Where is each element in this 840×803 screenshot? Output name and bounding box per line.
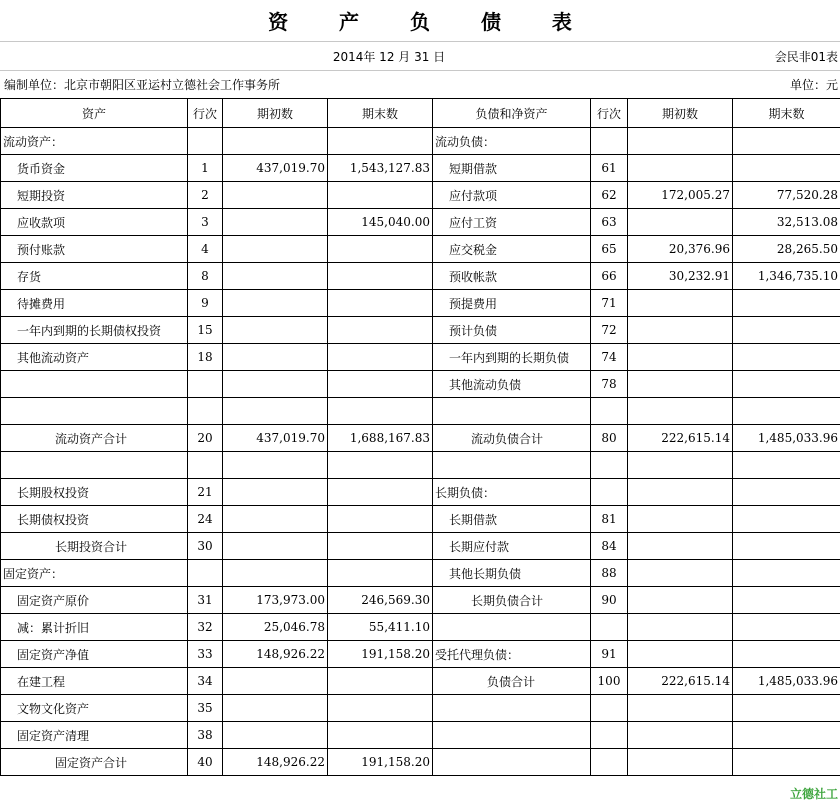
liability-end-cell: 1,485,033.96 <box>733 668 840 695</box>
liability-end-cell <box>733 398 840 425</box>
watermark-logo: 立德社工 <box>789 787 838 801</box>
table-row <box>1 506 840 533</box>
asset-begin-cell: 173,973.00 <box>223 587 328 614</box>
liability-begin-cell <box>628 506 733 533</box>
table-row <box>1 560 840 587</box>
liability-end-cell <box>733 317 840 344</box>
header-begin: 期初数 <box>628 99 733 128</box>
asset-begin-cell: 148,926.22 <box>223 749 328 776</box>
asset-line-cell: 2 <box>188 182 223 209</box>
asset-name-cell: 货币资金 <box>1 155 188 182</box>
liability-name-cell: 预收帐款 <box>433 263 591 290</box>
table-row <box>1 236 840 263</box>
header-end: 期末数 <box>328 99 433 128</box>
liability-name-cell: 长期负债合计 <box>433 587 591 614</box>
sheet-title: 资 产 负 债 表 <box>0 0 840 42</box>
liability-line-cell: 91 <box>591 641 628 668</box>
liability-name-cell: 长期借款 <box>433 506 591 533</box>
table-row <box>1 344 840 371</box>
liability-end-cell <box>733 560 840 587</box>
header-end: 期末数 <box>733 99 840 128</box>
asset-end-cell <box>328 668 433 695</box>
liability-begin-cell <box>628 695 733 722</box>
asset-line-cell: 32 <box>188 614 223 641</box>
liability-line-cell: 65 <box>591 236 628 263</box>
asset-line-cell: 21 <box>188 479 223 506</box>
liability-line-cell <box>591 452 628 479</box>
asset-end-cell <box>328 722 433 749</box>
liability-end-cell <box>733 479 840 506</box>
table-row <box>1 290 840 317</box>
header-begin: 期初数 <box>223 99 328 128</box>
liability-begin-cell <box>628 209 733 236</box>
asset-begin-cell <box>223 560 328 587</box>
asset-name-cell: 长期股权投资 <box>1 479 188 506</box>
asset-begin-cell <box>223 695 328 722</box>
liability-begin-cell <box>628 722 733 749</box>
liability-begin-cell <box>628 128 733 155</box>
asset-end-cell <box>328 398 433 425</box>
liability-line-cell <box>591 479 628 506</box>
table-row <box>1 479 840 506</box>
asset-begin-cell <box>223 344 328 371</box>
liability-line-cell: 84 <box>591 533 628 560</box>
org-label: 编制单位：北京市朝阳区亚运村立德社会工作事务所 <box>4 77 281 92</box>
asset-line-cell: 35 <box>188 695 223 722</box>
liability-line-cell: 62 <box>591 182 628 209</box>
asset-end-cell <box>328 560 433 587</box>
asset-line-cell: 18 <box>188 344 223 371</box>
asset-end-cell <box>328 182 433 209</box>
asset-name-cell: 长期债权投资 <box>1 506 188 533</box>
liability-begin-cell <box>628 371 733 398</box>
table-row <box>1 587 840 614</box>
table-row <box>1 668 840 695</box>
asset-begin-cell <box>223 668 328 695</box>
liability-name-cell: 流动负债： <box>433 128 591 155</box>
asset-line-cell: 3 <box>188 209 223 236</box>
liability-end-cell <box>733 614 840 641</box>
asset-end-cell: 1,543,127.83 <box>328 155 433 182</box>
liability-end-cell <box>733 749 840 776</box>
liability-begin-cell <box>628 479 733 506</box>
asset-name-cell: 流动资产合计 <box>1 425 188 452</box>
liability-line-cell <box>591 722 628 749</box>
liability-end-cell: 1,485,033.96 <box>733 425 840 452</box>
asset-line-cell <box>188 398 223 425</box>
liability-line-cell: 78 <box>591 371 628 398</box>
asset-name-cell: 应收款项 <box>1 209 188 236</box>
asset-end-cell <box>328 479 433 506</box>
asset-line-cell: 4 <box>188 236 223 263</box>
asset-line-cell: 31 <box>188 587 223 614</box>
liability-name-cell: 负债合计 <box>433 668 591 695</box>
asset-end-cell: 191,158.20 <box>328 749 433 776</box>
asset-name-cell: 固定资产： <box>1 560 188 587</box>
asset-name-cell: 待摊费用 <box>1 290 188 317</box>
liability-begin-cell: 30,232.91 <box>628 263 733 290</box>
asset-begin-cell: 25,046.78 <box>223 614 328 641</box>
asset-line-cell: 34 <box>188 668 223 695</box>
asset-end-cell: 55,411.10 <box>328 614 433 641</box>
liability-end-cell: 28,265.50 <box>733 236 840 263</box>
liability-begin-cell: 222,615.14 <box>628 668 733 695</box>
asset-name-cell: 存货 <box>1 263 188 290</box>
asset-name-cell <box>1 452 188 479</box>
liability-line-cell <box>591 398 628 425</box>
asset-begin-cell: 148,926.22 <box>223 641 328 668</box>
liability-begin-cell <box>628 587 733 614</box>
liability-name-cell <box>433 749 591 776</box>
liability-end-cell: 77,520.28 <box>733 182 840 209</box>
liability-end-cell <box>733 128 840 155</box>
liability-end-cell <box>733 290 840 317</box>
liability-line-cell <box>591 749 628 776</box>
asset-end-cell <box>328 695 433 722</box>
asset-end-cell <box>328 263 433 290</box>
asset-begin-cell <box>223 236 328 263</box>
header-asset: 资产 <box>1 99 188 128</box>
balance-table <box>0 98 840 776</box>
liability-name-cell: 长期应付款 <box>433 533 591 560</box>
liability-line-cell: 66 <box>591 263 628 290</box>
liability-end-cell: 32,513.08 <box>733 209 840 236</box>
liability-begin-cell: 222,615.14 <box>628 425 733 452</box>
liability-name-cell <box>433 398 591 425</box>
liability-begin-cell <box>628 344 733 371</box>
liability-name-cell: 受托代理负债： <box>433 641 591 668</box>
liability-end-cell <box>733 587 840 614</box>
liability-name-cell <box>433 695 591 722</box>
liability-line-cell: 81 <box>591 506 628 533</box>
asset-line-cell: 20 <box>188 425 223 452</box>
liability-name-cell: 其他流动负债 <box>433 371 591 398</box>
liability-line-cell: 80 <box>591 425 628 452</box>
asset-end-cell <box>328 506 433 533</box>
table-row <box>1 641 840 668</box>
table-row <box>1 371 840 398</box>
liability-begin-cell <box>628 452 733 479</box>
table-row <box>1 452 840 479</box>
asset-name-cell: 预付账款 <box>1 236 188 263</box>
table-row <box>1 182 840 209</box>
asset-name-cell: 文物文化资产 <box>1 695 188 722</box>
liability-end-cell <box>733 344 840 371</box>
table-row <box>1 317 840 344</box>
asset-line-cell: 30 <box>188 533 223 560</box>
liability-begin-cell <box>628 398 733 425</box>
liability-name-cell <box>433 722 591 749</box>
asset-begin-cell <box>223 371 328 398</box>
liability-end-cell: 1,346,735.10 <box>733 263 840 290</box>
asset-end-cell <box>328 317 433 344</box>
liability-line-cell <box>591 128 628 155</box>
table-row <box>1 614 840 641</box>
asset-name-cell: 固定资产净值 <box>1 641 188 668</box>
header-line: 行次 <box>188 99 223 128</box>
asset-name-cell: 在建工程 <box>1 668 188 695</box>
liability-end-cell <box>733 533 840 560</box>
asset-begin-cell <box>223 722 328 749</box>
asset-end-cell: 246,569.30 <box>328 587 433 614</box>
liability-begin-cell <box>628 290 733 317</box>
liability-name-cell: 应付款项 <box>433 182 591 209</box>
table-row <box>1 155 840 182</box>
liability-begin-cell <box>628 614 733 641</box>
liability-end-cell <box>733 641 840 668</box>
asset-begin-cell <box>223 263 328 290</box>
table-row <box>1 425 840 452</box>
table-row <box>1 263 840 290</box>
liability-begin-cell <box>628 317 733 344</box>
liability-name-cell: 其他长期负债 <box>433 560 591 587</box>
asset-end-cell <box>328 371 433 398</box>
liability-begin-cell: 172,005.27 <box>628 182 733 209</box>
asset-name-cell: 固定资产原价 <box>1 587 188 614</box>
liability-line-cell: 74 <box>591 344 628 371</box>
liability-begin-cell: 20,376.96 <box>628 236 733 263</box>
asset-begin-cell <box>223 182 328 209</box>
liability-begin-cell <box>628 533 733 560</box>
asset-begin-cell <box>223 479 328 506</box>
report-date: 2014年 12 月 31 日 <box>332 49 446 64</box>
table-header-row <box>1 99 840 128</box>
asset-end-cell <box>328 344 433 371</box>
table-row <box>1 398 840 425</box>
liability-name-cell: 长期负债： <box>433 479 591 506</box>
liability-end-cell <box>733 371 840 398</box>
table-row <box>1 722 840 749</box>
liability-line-cell: 100 <box>591 668 628 695</box>
asset-line-cell: 24 <box>188 506 223 533</box>
asset-begin-cell <box>223 317 328 344</box>
asset-begin-cell <box>223 533 328 560</box>
asset-line-cell: 1 <box>188 155 223 182</box>
liability-end-cell <box>733 506 840 533</box>
header-liability: 负债和净资产 <box>433 99 591 128</box>
asset-line-cell: 40 <box>188 749 223 776</box>
asset-line-cell: 8 <box>188 263 223 290</box>
asset-name-cell: 固定资产清理 <box>1 722 188 749</box>
asset-name-cell <box>1 371 188 398</box>
liability-line-cell: 61 <box>591 155 628 182</box>
liability-begin-cell <box>628 560 733 587</box>
form-code: 会民非01表 <box>774 49 838 64</box>
asset-line-cell: 9 <box>188 290 223 317</box>
asset-begin-cell <box>223 398 328 425</box>
liability-line-cell <box>591 614 628 641</box>
unit-label: 单位：元 <box>789 77 838 92</box>
asset-end-cell <box>328 533 433 560</box>
asset-name-cell: 其他流动资产 <box>1 344 188 371</box>
asset-begin-cell: 437,019.70 <box>223 155 328 182</box>
table-row <box>1 209 840 236</box>
liability-name-cell: 预计负债 <box>433 317 591 344</box>
asset-end-cell <box>328 452 433 479</box>
asset-end-cell: 191,158.20 <box>328 641 433 668</box>
asset-name-cell: 长期投资合计 <box>1 533 188 560</box>
asset-name-cell: 固定资产合计 <box>1 749 188 776</box>
asset-begin-cell <box>223 209 328 236</box>
asset-end-cell: 1,688,167.83 <box>328 425 433 452</box>
liability-line-cell <box>591 695 628 722</box>
asset-name-cell: 流动资产： <box>1 128 188 155</box>
liability-line-cell: 63 <box>591 209 628 236</box>
table-row <box>1 128 840 155</box>
liability-name-cell: 应交税金 <box>433 236 591 263</box>
liability-name-cell: 流动负债合计 <box>433 425 591 452</box>
liability-end-cell <box>733 452 840 479</box>
asset-name-cell: 短期投资 <box>1 182 188 209</box>
asset-line-cell <box>188 371 223 398</box>
liability-name-cell: 应付工资 <box>433 209 591 236</box>
asset-line-cell: 15 <box>188 317 223 344</box>
liability-begin-cell <box>628 749 733 776</box>
asset-begin-cell <box>223 506 328 533</box>
asset-begin-cell <box>223 290 328 317</box>
liability-line-cell: 90 <box>591 587 628 614</box>
header-line: 行次 <box>591 99 628 128</box>
asset-end-cell: 145,040.00 <box>328 209 433 236</box>
liability-name-cell: 预提费用 <box>433 290 591 317</box>
table-row <box>1 695 840 722</box>
asset-line-cell <box>188 560 223 587</box>
asset-line-cell: 33 <box>188 641 223 668</box>
asset-name-cell <box>1 398 188 425</box>
asset-begin-cell: 437,019.70 <box>223 425 328 452</box>
table-row <box>1 749 840 776</box>
liability-line-cell: 72 <box>591 317 628 344</box>
liability-name-cell: 短期借款 <box>433 155 591 182</box>
asset-line-cell: 38 <box>188 722 223 749</box>
liability-line-cell: 71 <box>591 290 628 317</box>
liability-end-cell <box>733 722 840 749</box>
table-row <box>1 533 840 560</box>
liability-begin-cell <box>628 641 733 668</box>
liability-end-cell <box>733 695 840 722</box>
asset-line-cell <box>188 452 223 479</box>
asset-begin-cell <box>223 128 328 155</box>
asset-end-cell <box>328 236 433 263</box>
liability-begin-cell <box>628 155 733 182</box>
liability-name-cell <box>433 614 591 641</box>
asset-line-cell <box>188 128 223 155</box>
liability-end-cell <box>733 155 840 182</box>
asset-begin-cell <box>223 452 328 479</box>
asset-end-cell <box>328 128 433 155</box>
asset-end-cell <box>328 290 433 317</box>
liability-name-cell <box>433 452 591 479</box>
asset-name-cell: 一年内到期的长期债权投资 <box>1 317 188 344</box>
liability-name-cell: 一年内到期的长期负债 <box>433 344 591 371</box>
liability-line-cell: 88 <box>591 560 628 587</box>
asset-name-cell: 减：累计折旧 <box>1 614 188 641</box>
